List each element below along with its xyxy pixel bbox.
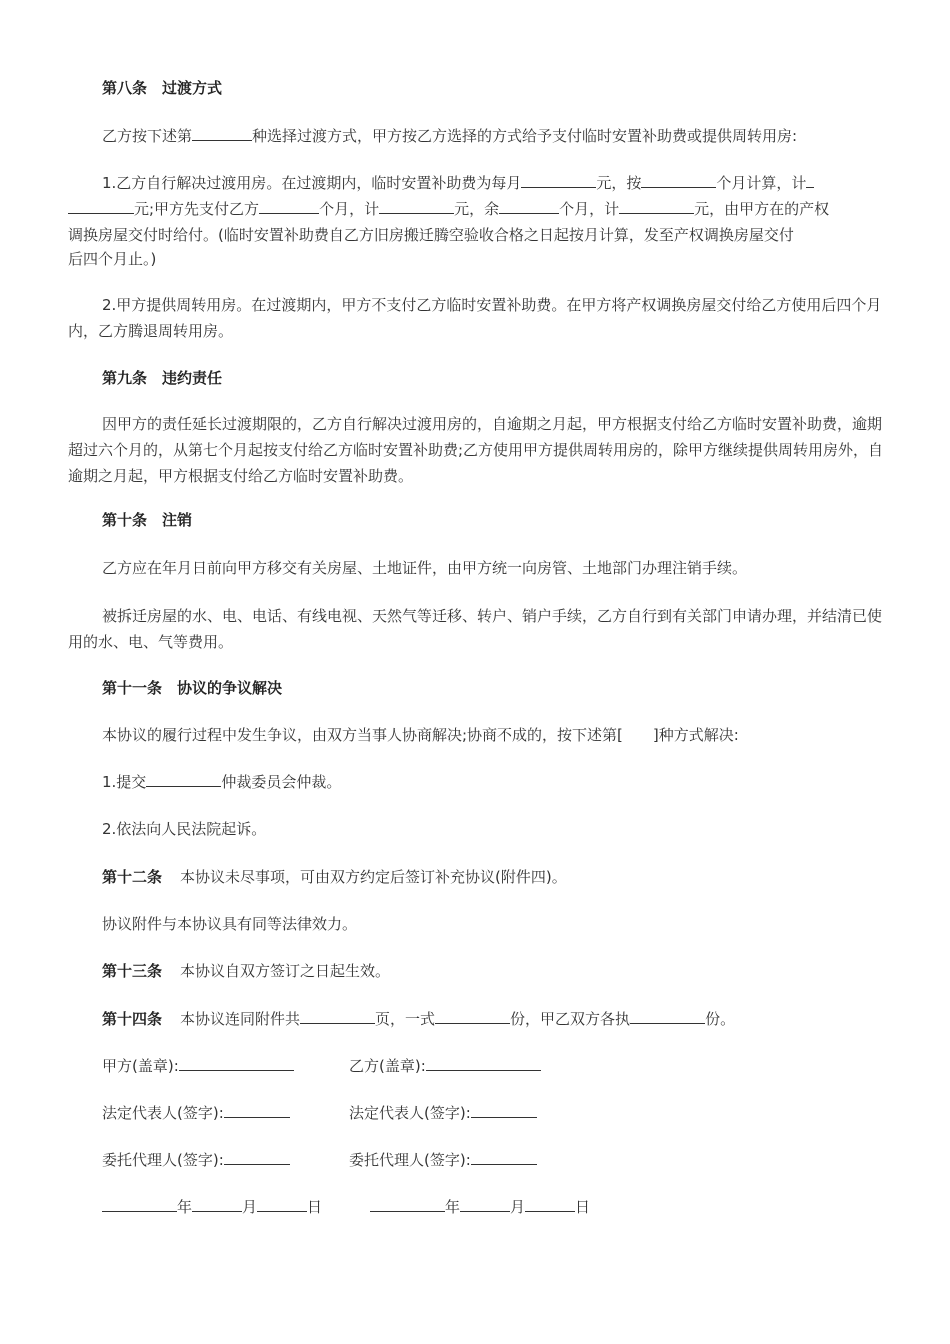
- party-b-date: [370, 1194, 590, 1220]
- text: 元，余: [454, 200, 500, 218]
- blank-line: [179, 1055, 294, 1071]
- article-10-heading: 第十条 注销: [102, 511, 193, 529]
- blank-line: [630, 1008, 705, 1024]
- text: 个月计算，计: [716, 174, 807, 192]
- blank-line: [379, 198, 454, 214]
- blank-line: [460, 1196, 510, 1212]
- article-8-option-1-line-3: 调换房屋交付时给付。(临时安置补助费自乙方旧房搬迁腾空验收合格之日起按月计算，发至产权调换房屋交付: [68, 226, 794, 244]
- article-10-p2: 被拆迁房屋的水、电、电话、有线电视、天然气等迁移、转户、销户手续，乙方自行到有关部门申请办理，并结清已使用的水、电、气等费用。: [68, 607, 883, 651]
- text: 份，甲乙双方各执: [510, 1010, 631, 1028]
- article-11-option-2: 2.依法向人民法院起诉。: [102, 820, 267, 838]
- text: 元，由甲方在的产权: [694, 200, 830, 218]
- article-10-p1: 乙方应在年月日前向甲方移交有关房屋、土地证件，由甲方统一向房管、土地部门办理注销手续。: [102, 559, 748, 577]
- blank-line: [521, 172, 596, 188]
- blank-line: [471, 1149, 537, 1165]
- article-14-heading: 第十四条: [102, 1010, 163, 1028]
- text: 份。: [705, 1010, 736, 1028]
- day-label: 日: [575, 1198, 591, 1216]
- blank-line: [259, 198, 319, 214]
- label: 委托代理人(签字):: [349, 1151, 471, 1169]
- blank-line: [806, 172, 814, 188]
- day-label: 日: [307, 1198, 323, 1216]
- article-12: [102, 864, 888, 890]
- article-8-option-1-line-4: 后四个月止。): [68, 250, 157, 268]
- blank-line: [224, 1102, 290, 1118]
- year-label: 年: [445, 1198, 461, 1216]
- blank-line: [300, 1008, 375, 1024]
- article-13: [102, 958, 888, 984]
- blank-line: [224, 1149, 290, 1165]
- party-b-agent: [349, 1147, 537, 1173]
- label: 甲方(盖章):: [102, 1057, 179, 1075]
- label: 委托代理人(签字):: [102, 1151, 224, 1169]
- blank-line: [471, 1102, 537, 1118]
- article-11-intro: 本协议的履行过程中发生争议，由双方当事人协商解决;协商不成的，按下述第[ ]种方式解决:: [102, 726, 739, 744]
- text: 本协议自双方签订之日起生效。: [180, 962, 391, 980]
- text: 本协议未尽事项，可由双方约定后签订补充协议(附件四)。: [180, 868, 567, 886]
- text: 页，一式: [375, 1010, 436, 1028]
- text: 乙方按下述第: [102, 127, 193, 145]
- party-a-seal: [102, 1053, 294, 1079]
- blank-line: [499, 198, 559, 214]
- text: 个月，计: [559, 200, 620, 218]
- blank-line: [192, 1196, 242, 1212]
- text: 仲裁委员会仲裁。: [221, 773, 342, 791]
- article-9-text: 因甲方的责任延长过渡期限的，乙方自行解决过渡用房的，自逾期之月起，甲方根据支付给乙方临时安置补助费，逾期超过六个月的，从第七个月起按支付给乙方临时安置补助费;乙方使用甲方提供周转用房的，除甲方继续提供周转用房外，自逾期之月起，甲方根据支付给乙方临时安置补助费。: [68, 415, 884, 485]
- text: 个月，计: [319, 200, 380, 218]
- party-a-agent: [102, 1147, 290, 1173]
- text: 1.提交: [102, 773, 147, 791]
- blank-line: [641, 172, 716, 188]
- text: 本协议连同附件共: [180, 1010, 301, 1028]
- article-8-option-2: 2.甲方提供周转用房。在过渡期内，甲方不支付乙方临时安置补助费。在甲方将产权调换房屋交付给乙方使用后四个月内，乙方腾退周转用房。: [68, 296, 882, 340]
- article-11-option-1: [102, 769, 888, 795]
- party-b-legal-rep: [349, 1100, 537, 1126]
- article-8-intro: [102, 123, 888, 149]
- blank-line: [370, 1196, 445, 1212]
- text: 种选择过渡方式，甲方按乙方选择的方式给予支付临时安置补助费或提供周转用房:: [252, 127, 798, 145]
- party-b-seal: [349, 1053, 541, 1079]
- blank-line: [435, 1008, 510, 1024]
- blank-line: [146, 771, 221, 787]
- blank-line: [426, 1055, 541, 1071]
- blank-line: [68, 198, 134, 214]
- blank-line: [525, 1196, 575, 1212]
- article-14: [102, 1006, 888, 1032]
- blank-line: [102, 1196, 177, 1212]
- month-label: 月: [510, 1198, 526, 1216]
- blank-line: [257, 1196, 307, 1212]
- party-a-legal-rep: [102, 1100, 290, 1126]
- article-9-heading: 第九条 违约责任: [102, 369, 223, 387]
- article-11-heading: 第十一条 协议的争议解决: [102, 679, 283, 697]
- label: 法定代表人(签字):: [102, 1104, 224, 1122]
- party-a-date: [102, 1194, 322, 1220]
- text: 元，按: [596, 174, 642, 192]
- year-label: 年: [177, 1198, 193, 1216]
- blank-line: [192, 125, 252, 141]
- month-label: 月: [242, 1198, 258, 1216]
- article-13-heading: 第十三条: [102, 962, 163, 980]
- article-8-option-1-line-1: [102, 170, 888, 196]
- label: 乙方(盖章):: [349, 1057, 426, 1075]
- label: 法定代表人(签字):: [349, 1104, 471, 1122]
- article-12-heading: 第十二条: [102, 868, 163, 886]
- article-8-heading: 第八条 过渡方式: [102, 79, 223, 97]
- article-8-option-1-line-2: [68, 196, 888, 222]
- text: 元;甲方先支付乙方: [134, 200, 260, 218]
- article-12-p2: 协议附件与本协议具有同等法律效力。: [102, 915, 358, 933]
- text: 1.乙方自行解决过渡用房。在过渡期内，临时安置补助费为每月: [102, 174, 522, 192]
- blank-line: [619, 198, 694, 214]
